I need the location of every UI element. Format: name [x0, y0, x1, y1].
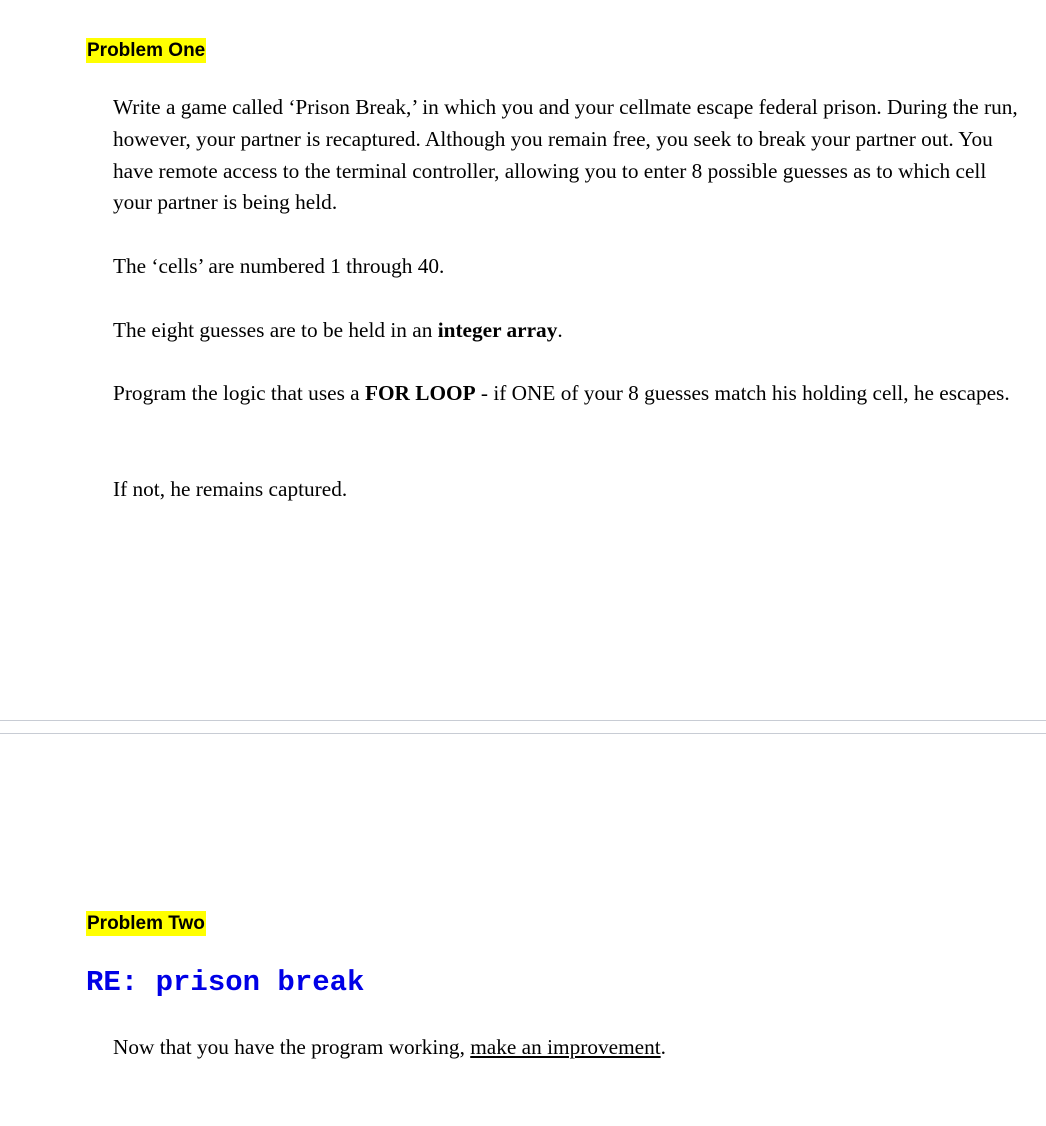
problem-one-paragraph-cells: The ‘cells’ are numbered 1 through 40. — [113, 254, 445, 278]
improvement-text-after: . — [660, 1035, 666, 1059]
improvement-text-underlined: make an improvement — [470, 1035, 661, 1059]
loop-text-bold: FOR LOOP — [364, 381, 476, 405]
problem-one-paragraph-loop — [113, 378, 1023, 410]
problem-one-paragraph-captured: If not, he remains captured. — [113, 477, 348, 501]
array-text-after: . — [557, 318, 563, 342]
array-text-before: The eight guesses are to be held in an — [113, 318, 438, 342]
problem-one-paragraph-array — [113, 315, 1023, 347]
loop-text-before: Program the logic that uses a — [113, 381, 365, 405]
page-break-divider — [0, 720, 1046, 734]
problem-one-heading: Problem One — [87, 40, 206, 61]
array-text-bold: integer array — [437, 318, 558, 342]
improvement-text-before: Now that you have the program working, — [113, 1035, 471, 1059]
problem-two-heading: Problem Two — [87, 913, 205, 934]
problem-two-code-title: RE: prison break — [86, 966, 365, 999]
problem-one-paragraph-intro: Write a game called ‘Prison Break,’ in which you and your cellmate escape federal prison. During the run, however, your partner is recaptured. Although you remain free, you seek to break your partner out. You have remote access to the terminal controller, allowing you to enter 8 possible guesses as to which cell your partner is being held. — [113, 95, 1018, 215]
problem-two-paragraph — [113, 1032, 1023, 1064]
loop-text-after: - if ONE of your 8 guesses match his holding cell, he escapes. — [475, 381, 1010, 405]
